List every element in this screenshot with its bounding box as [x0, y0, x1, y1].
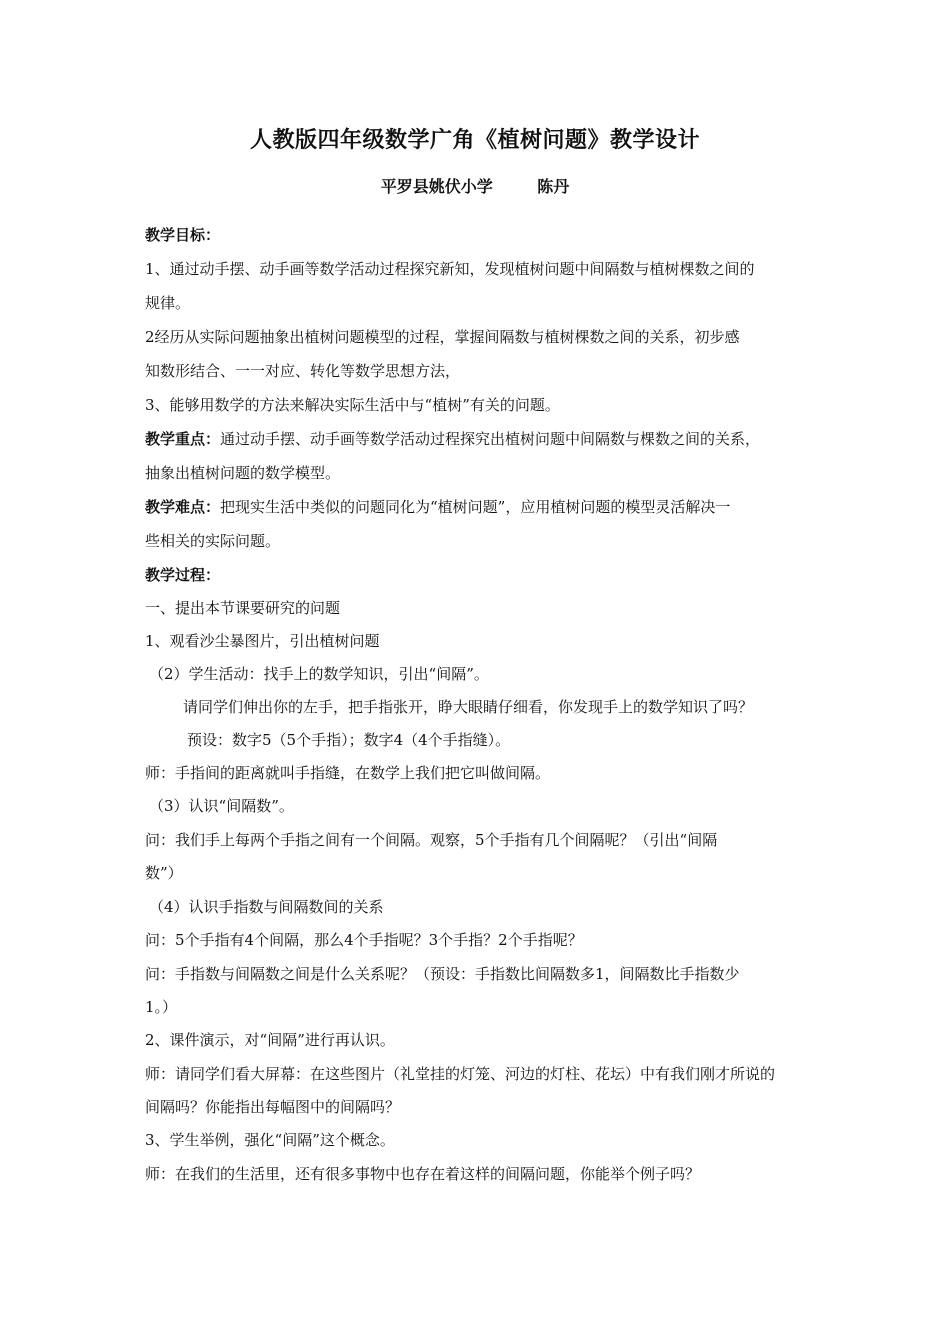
paragraph-line: 请同学们伸出你的左手，把手指张开，睁大眼睛仔细看，你发现手上的数学知识了吗？ [183, 698, 754, 716]
difficulty-label: 教学难点： [145, 498, 221, 516]
paragraph-line: 预设：数字5（5个手指）；数字4（4个手指缝）。 [187, 731, 511, 749]
key-points-text: 通过动手摆、动手画等数学活动过程探究出植树问题中间隔数与棵数之间的关系， [220, 430, 761, 448]
paragraph-line: 师：手指间的距离就叫手指缝，在数学上我们把它叫做间隔。 [145, 764, 551, 782]
paragraph-line: 规律。 [145, 294, 191, 312]
author-line: 平罗县姚伏小学 陈丹 [380, 177, 570, 196]
document-body [145, 218, 815, 1191]
paragraph-line: 知数形结合、一一对应、转化等数学思想方法， [145, 362, 461, 380]
paragraph-line: 师：在我们的生活里，还有很多事物中也存在着这样的间隔问题，你能举个例子吗？ [145, 1165, 701, 1183]
paragraph-line: 间隔吗？你能指出每幅图中的间隔吗？ [145, 1098, 401, 1116]
paragraph-line: 问：手指数与间隔数之间是什么关系呢？（预设：手指数比间隔数多1，间隔数比手指数少 [145, 965, 740, 983]
paragraph-line: 1。） [145, 998, 178, 1016]
paragraph-line: 抽象出植树问题的数学模型。 [145, 464, 341, 482]
paragraph-line: 2经历从实际问题抽象出植树问题模型的过程，掌握间隔数与植树棵数之间的关系，初步感 [145, 328, 740, 346]
paragraph-line: 师：请同学们看大屏幕：在这些图片（礼堂挂的灯笼、河边的灯柱、花坛）中有我们刚才所说的 [145, 1065, 776, 1083]
paragraph-line: 2、课件演示，对“间隔”进行再认识。 [145, 1031, 395, 1049]
paragraph-line: （3）认识“间隔数”。 [149, 797, 294, 815]
section-heading-objectives: 教学目标： [145, 226, 221, 244]
paragraph-line: 问：我们手上每两个手指之间有一个间隔。观察，5个手指有几个间隔呢？（引出“间隔 [145, 831, 718, 849]
paragraph-line: 一、提出本节课要研究的问题 [145, 599, 341, 617]
paragraph-line: 1、观看沙尘暴图片，引出植树问题 [145, 632, 380, 650]
section-heading-process: 教学过程： [145, 566, 221, 584]
paragraph-line: （2）学生活动：找手上的数学知识，引出“间隔”。 [149, 665, 489, 683]
difficulty-text: 把现实生活中类似的问题同化为“植树问题”，应用植树问题的模型灵活解决一 [220, 498, 731, 516]
paragraph-line: 数”） [145, 864, 183, 882]
paragraph-line: 些相关的实际问题。 [145, 532, 281, 550]
paragraph-line: 3、学生举例，强化“间隔”这个概念。 [145, 1131, 395, 1149]
paragraph-line: 3、能够用数学的方法来解决实际生活中与“植树”有关的问题。 [145, 396, 560, 414]
paragraph-line: 1、通过动手摆、动手画等数学活动过程探究新知，发现植树问题中间隔数与植树棵数之间的 [145, 260, 755, 278]
document-title: 人教版四年级数学广角《植树问题》教学设计 [249, 127, 700, 153]
paragraph-line: 问：5个手指有4个间隔，那么4个手指呢？3个手指？2个手指呢？ [145, 931, 583, 949]
paragraph-line: （4）认识手指数与间隔数间的关系 [149, 898, 384, 916]
difficulty-line [145, 490, 815, 524]
key-points-line [145, 422, 815, 456]
key-points-label: 教学重点： [145, 430, 221, 448]
